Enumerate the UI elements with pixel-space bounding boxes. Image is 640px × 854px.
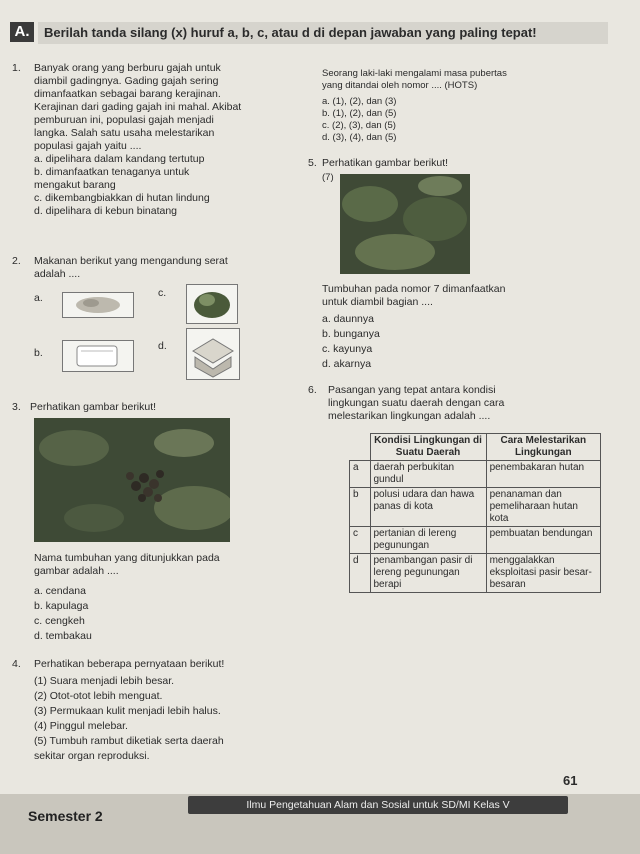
q6-header-kondisi: Kondisi Lingkungan di Suatu Daerah [370, 434, 486, 461]
q3-question: Nama tumbuhan yang ditunjukkan pada gambar adalah .... [34, 552, 220, 577]
q2-label-c[interactable]: c. [158, 287, 167, 299]
q3-number: 3. [12, 401, 21, 413]
q5-option-b[interactable]: b. bunganya [322, 328, 380, 340]
q4-number: 4. [12, 658, 21, 670]
q3-option-a[interactable]: a. cendana [34, 585, 86, 597]
q4-option-c[interactable]: c. (2), (3), dan (5) [322, 120, 396, 131]
q4-option-d[interactable]: d. (3), (4), dan (5) [322, 132, 397, 143]
q4-instruction: Perhatikan beberapa pernyataan berikut! [34, 658, 225, 670]
q1-option-d[interactable]: d. dipelihara di kebun binatang [34, 205, 178, 217]
q2-image-b [62, 340, 134, 372]
q2-label-a[interactable]: a. [34, 292, 43, 304]
q2-image-d [186, 328, 240, 380]
q6-row-c[interactable]: c pertanian di lereng pegunungan pembuatan bendungan [350, 527, 601, 554]
q4-option-b[interactable]: b. (1), (2), dan (5) [322, 108, 397, 119]
q1-text: Banyak orang yang berburu gajah untuk diambil gadingnya. Gading gajah sering dimanfaatkan sebagai barang kerajinan. Kerajinan dari gading gajah ini mahal. Akibat pemburuan ini, populasi gajah menjadi langka. Salah satu usaha melestarikan populasi gajah yaitu .... [34, 62, 242, 152]
q3-options [34, 584, 92, 644]
q6-header-cara: Cara Melestarikan Lingkungan [486, 434, 600, 461]
q4-cont-options [322, 96, 396, 144]
q5-option-a[interactable]: a. daunnya [322, 313, 374, 325]
q1-number: 1. [12, 62, 21, 74]
q2-image-c [186, 284, 238, 324]
book-title: Ilmu Pengetahuan Alam dan Sosial untuk SD/MI Kelas V [188, 796, 568, 814]
q2-image-a [62, 292, 134, 318]
q6-number: 6. [308, 384, 317, 396]
q2-label-b[interactable]: b. [34, 347, 43, 359]
q5-question: Tumbuhan pada nomor 7 dimanfaatkan untuk diambil bagian .... [322, 283, 506, 308]
q6-table [349, 433, 601, 593]
q3-option-b[interactable]: b. kapulaga [34, 600, 89, 612]
q4-option-a[interactable]: a. (1), (2), dan (3) [322, 96, 397, 107]
q6-row-b[interactable]: b polusi udara dan hawa panas di kota penanaman dan pemeliharaan hutan kota [350, 488, 601, 527]
q6-row-a[interactable]: a daerah perbukitan gundul penembakaran hutan [350, 461, 601, 488]
q1-option-c[interactable]: c. dikembangbiakkan di hutan lindung [34, 192, 210, 204]
q1-option-a[interactable]: a. dipelihara dalam kandang tertutup [34, 153, 205, 165]
q5-number: 5. [308, 157, 317, 169]
q3-instruction: Perhatikan gambar berikut! [30, 401, 157, 413]
q2-number: 2. [12, 255, 21, 267]
q1-option-b[interactable]: b. dimanfaatkan tenaganya untuk [34, 166, 190, 178]
q5-option-d[interactable]: d. akarnya [322, 358, 372, 370]
q1-options: a. dipelihara dalam kandang tertutup b. dimanfaatkan tenaganya untuk mengakut barang c. dikembangbiakkan di hutan lindung d. dipelihara di kebun binatang [34, 153, 210, 217]
q4-cont-text: Seorang laki-laki mengalami masa pubertas yang ditandai oleh nomor .... (HOTS) [322, 68, 507, 91]
q3-option-c[interactable]: c. cengkeh [34, 615, 85, 627]
q6-row-d[interactable]: d penambangan pasir di lereng pegunungan berapi menggalakkan eksploitasi pasir besar-besaran [350, 554, 601, 593]
q2-text: Makanan berikut yang mengandung serat adalah .... [34, 255, 228, 280]
q3-option-d[interactable]: d. tembakau [34, 630, 92, 642]
q5-instruction: Perhatikan gambar berikut! [322, 157, 449, 169]
q5-plant-photo [340, 174, 470, 274]
q6-text: Pasangan yang tepat antara kondisi lingkungan suatu daerah dengan cara melestarikan lingkungan adalah .... [328, 384, 505, 422]
instruction-banner: Berilah tanda silang (x) huruf a, b, c, atau d di depan jawaban yang paling tepat! [38, 22, 608, 44]
q5-options [322, 312, 380, 372]
section-label: A. [10, 22, 34, 42]
page-number: 61 [563, 773, 578, 788]
semester-label: Semester 2 [28, 808, 103, 824]
q5-figure-number: (7) [322, 172, 334, 183]
q4-statements: (1) Suara menjadi lebih besar. (2) Otot-otot lebih menguat. (3) Permukaan kulit menjadi lebih halus. (4) Pinggul melebar. (5) Tumbuh rambut diketiak serta daerah sekitar organ reproduksi. [34, 675, 224, 762]
q3-plant-photo [34, 418, 230, 542]
q2-label-d[interactable]: d. [158, 340, 167, 352]
q5-option-c[interactable]: c. kayunya [322, 343, 373, 355]
